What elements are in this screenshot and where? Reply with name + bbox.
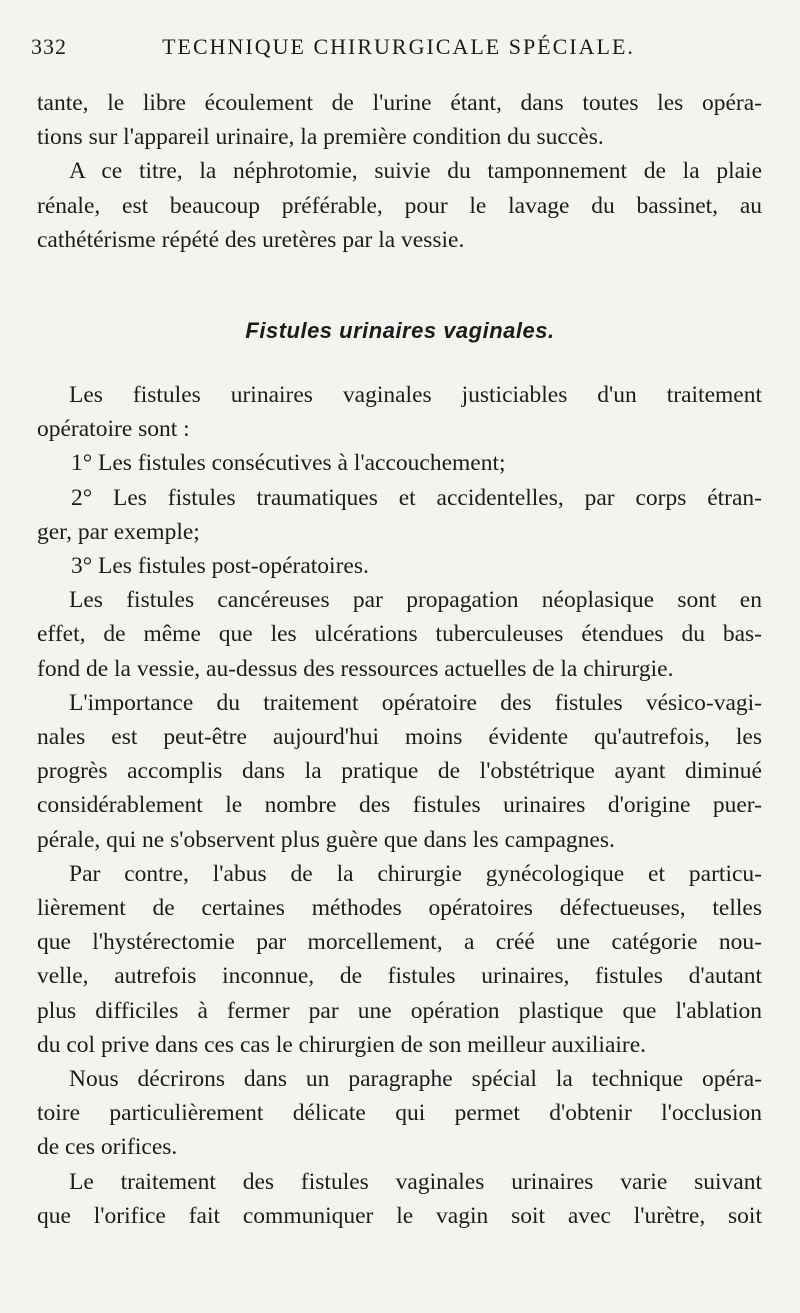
text-line: Nous décrirons dans un paragraphe spécial la technique opéra- bbox=[69, 1066, 762, 1093]
text-line: de ces orifices. bbox=[37, 1134, 178, 1161]
text-line: L'importance du traitement opératoire des fistules vésico-vagi- bbox=[69, 689, 762, 716]
text-line: cathétérisme répété des uretères par la vessie. bbox=[37, 226, 465, 253]
text-line: tions sur l'appareil urinaire, la première condition du succès. bbox=[37, 124, 604, 151]
text-line: progrès accomplis dans la pratique de l'obstétrique ayant diminué bbox=[37, 758, 762, 785]
text-line: que l'hystérectomie par morcellement, a créé une catégorie nou- bbox=[37, 929, 762, 956]
list-item: 2° Les fistules traumatiques et accidentelles, par corps étran- bbox=[71, 484, 762, 511]
text-line: ger, par exemple; bbox=[37, 518, 200, 545]
section-body bbox=[37, 378, 762, 1233]
section-heading: Fistules urinaires vaginales. bbox=[245, 318, 555, 343]
text-line: Les fistules urinaires vaginales justiciables d'un traitement bbox=[69, 382, 762, 408]
text-line: Par contre, l'abus de la chirurgie gynécologique et particu- bbox=[69, 860, 762, 887]
list-item: 1° Les fistules consécutives à l'accouchement; bbox=[71, 450, 506, 477]
text-line: effet, de même que les ulcérations tuberculeuses étendues du bas- bbox=[37, 621, 762, 648]
text-line: toire particulièrement délicate qui permet d'obtenir l'occlusion bbox=[37, 1100, 762, 1127]
text-line: plus difficiles à fermer par une opération plastique que l'ablation bbox=[37, 997, 762, 1024]
running-title: TECHNIQUE CHIRURGICALE SPÉCIALE. bbox=[162, 34, 635, 59]
text-line: lièrement de certaines méthodes opératoires défectueuses, telles bbox=[37, 895, 762, 922]
text-line: nales est peut-être aujourd'hui moins évidente qu'autrefois, les bbox=[37, 724, 762, 751]
text-line: opératoire sont : bbox=[37, 416, 190, 443]
text-line: tante, le libre écoulement de l'urine étant, dans toutes les opéra- bbox=[37, 90, 762, 116]
list-item: 3° Les fistules post-opératoires. bbox=[71, 553, 369, 580]
page-number: 332 bbox=[31, 34, 67, 59]
text-line: A ce titre, la néphrotomie, suivie du tamponnement de la plaie bbox=[69, 158, 762, 185]
text-line: du col prive dans ces cas le chirurgien de son meilleur auxiliaire. bbox=[37, 1031, 647, 1058]
text-line: fond de la vessie, au-dessus des ressources actuelles de la chirurgie. bbox=[37, 655, 674, 682]
text-line: que l'orifice fait communiquer le vagin soit avec l'urètre, soit bbox=[37, 1202, 762, 1229]
text-line: Les fistules cancéreuses par propagation néoplasique sont en bbox=[69, 587, 762, 614]
text-line: Le traitement des fistules vaginales urinaires varie suivant bbox=[69, 1168, 762, 1195]
intro-text bbox=[37, 86, 762, 257]
text-line: velle, autrefois inconnue, de fistules urinaires, fistules d'autant bbox=[37, 963, 762, 990]
text-line: pérale, qui ne s'observent plus guère que dans les campagnes. bbox=[37, 826, 615, 853]
text-line: rénale, est beaucoup préférable, pour le lavage du bassinet, au bbox=[37, 192, 762, 219]
text-line: considérablement le nombre des fistules urinaires d'origine puer- bbox=[37, 792, 762, 819]
